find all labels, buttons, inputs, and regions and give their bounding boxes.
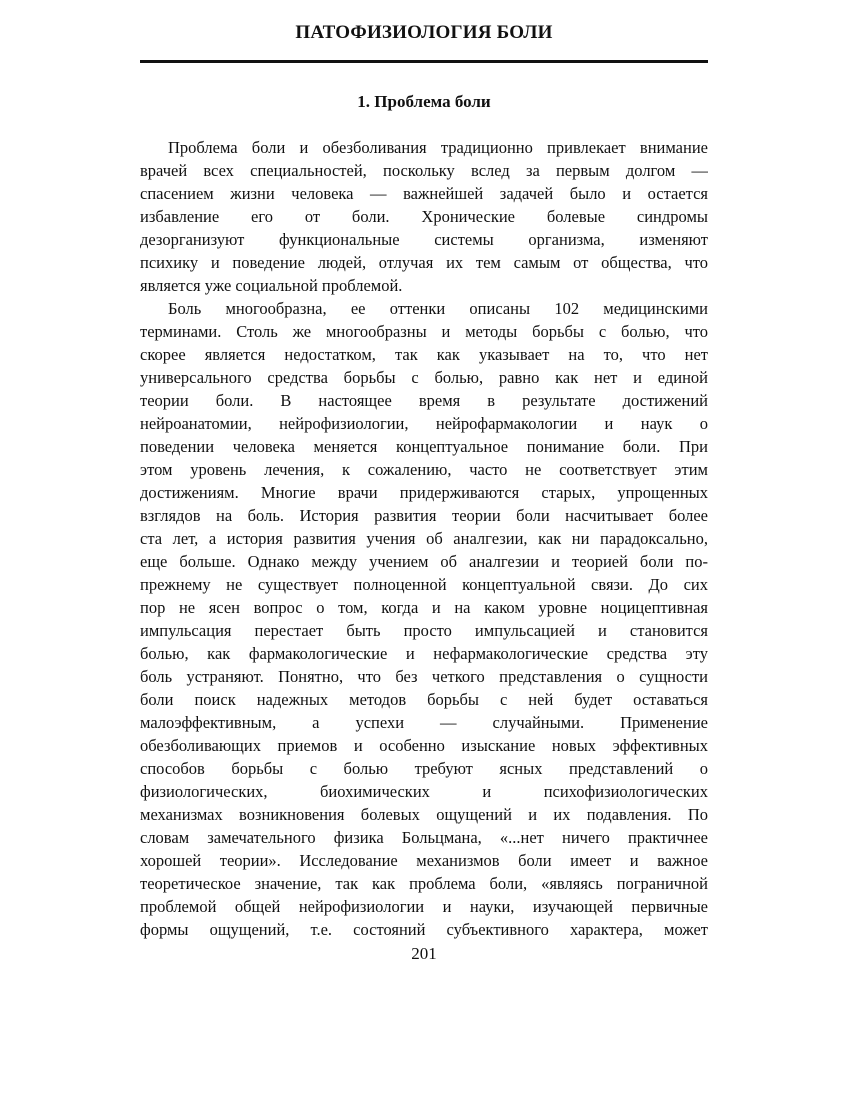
text-line: скорее является недостатком, так как указывает на то, что нет [140, 345, 708, 364]
text-line: является уже социальной проблемой. [140, 276, 403, 295]
text-line: словам замечательного физика Больцмана, «...нет ничего практичнее [140, 828, 708, 847]
running-head: ПАТОФИЗИОЛОГИЯ БОЛИ [295, 22, 553, 43]
text-line: обезболивающих приемов и особенно изыскание новых эффективных [140, 736, 708, 755]
text-line: физиологических, биохимических и психофизиологических [140, 782, 708, 801]
text-line: боль устраняют. Понятно, что без четкого представления о сущности [140, 667, 708, 686]
text-line: избавление его от боли. Хронические болевые синдромы [140, 207, 708, 226]
text-line: этом уровень лечения, к сожалению, часто не соответствует этим [140, 460, 708, 479]
text-line: Проблема боли и обезболивания традиционно привлекает внимание [168, 138, 708, 157]
text-line: механизмах возникновения болевых ощущений и их подавления. По [140, 805, 708, 824]
header-rule [140, 60, 708, 63]
page-number: 201 [411, 944, 437, 963]
text-line: поведении человека меняется концептуальное понимание боли. При [140, 437, 708, 456]
body-text [140, 136, 708, 941]
text-line: универсального средства борьбы с болью, равно как нет и единой [140, 368, 708, 387]
text-line: импульсация перестает быть просто импульсацией и становится [140, 621, 708, 640]
text-line: формы ощущений, т.е. состояний субъективного характера, может [140, 920, 708, 939]
text-line: боли поиск надежных методов борьбы с ней будет оставаться [140, 690, 708, 709]
section-heading: 1. Проблема боли [357, 92, 491, 111]
text-line: нейроанатомии, нейрофизиологии, нейрофармакологии и наук о [140, 414, 708, 433]
text-line: малоэффективным, а успехи — случайными. Применение [140, 713, 708, 732]
text-line: терминами. Столь же многообразны и методы борьбы с болью, что [140, 322, 708, 341]
text-line: еще больше. Однако между учением об аналгезии и теорией боли по- [140, 552, 708, 571]
text-line: теории боли. В настоящее время в результате достижений [140, 391, 708, 410]
text-line: хорошей теории». Исследование механизмов боли имеет и важное [140, 851, 708, 870]
text-line: прежнему не существует полноценной концептуальной связи. До сих [140, 575, 708, 594]
text-line: спасением жизни человека — важнейшей задачей было и остается [140, 184, 708, 203]
text-line: теоретическое значение, так как проблема боли, «являясь пограничной [140, 874, 708, 893]
text-line: проблемой общей нейрофизиологии и науки, изучающей первичные [140, 897, 708, 916]
text-line: пор не ясен вопрос о том, когда и на каком уровне ноцицептивная [140, 598, 708, 617]
text-line: психику и поведение людей, отлучая их тем самым от общества, что [140, 253, 708, 272]
text-line: достижениям. Многие врачи придерживаются старых, упрощенных [140, 483, 708, 502]
paragraph [140, 136, 708, 297]
text-line: взглядов на боль. История развития теории боли насчитывает более [140, 506, 708, 525]
text-line: болью, как фармакологические и нефармакологические средства эту [140, 644, 708, 663]
text-line: ста лет, а история развития учения об аналгезии, как ни парадоксально, [140, 529, 708, 548]
text-line: дезорганизуют функциональные системы организма, изменяют [140, 230, 708, 249]
text-line: Боль многообразна, ее оттенки описаны 102 медицинскими [168, 299, 708, 318]
text-line: врачей всех специальностей, поскольку вслед за первым долгом — [140, 161, 708, 180]
paragraph [140, 297, 708, 941]
text-line: способов борьбы с болью требуют ясных представлений о [140, 759, 708, 778]
